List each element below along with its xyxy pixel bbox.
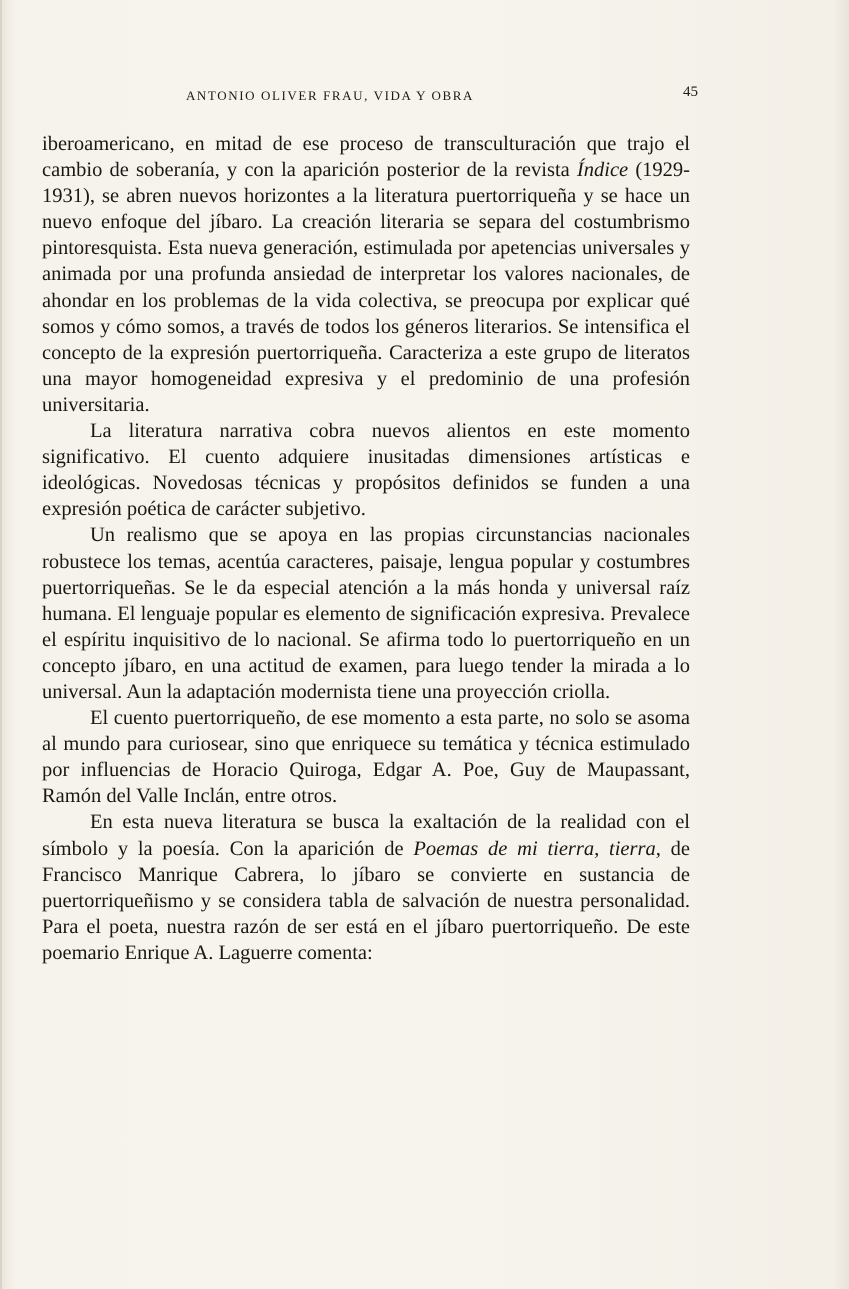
paragraph (42, 705, 690, 809)
running-title (42, 88, 690, 104)
paragraph (42, 418, 690, 522)
paragraph (42, 522, 690, 705)
italic-title: Poemas de mi tierra, tierra, (413, 837, 661, 860)
text-run: iberoamericano, en mitad de ese proceso de transculturación que trajo el cambio de soberanía, y con la aparición posterior de la revista (42, 133, 690, 182)
body-text (42, 131, 690, 966)
running-title-text: ANTONIO OLIVER FRAU, VIDA Y OBRA (185, 88, 475, 103)
text-run: (1929-1931), se abren nuevos horizontes a la literatura puertorriqueña y se hace un nuevo enfoque del jíbaro. La creación literaria se separa del costumbrismo pintoresquista. Esta nueva generación, estimulada por apetencias universales y animada por una profunda ansiedad de interpretar los valores nacionales, de ahondar en los problemas de la vida colectiva, se preocupa por explicar qué somos y cómo somos, a través de todos los géneros literarios. Se intensifica el concepto de la expresión puertorriqueña. Caracteriza a este grupo de literatos una mayor homogeneidad expresiva y el predominio de una profesión universitaria. (42, 159, 690, 416)
page-header (42, 84, 698, 108)
paragraph (42, 131, 690, 418)
text-run: de Francisco Manrique Cabrera, lo jíbaro se convierte en sustancia de puertorriqueñismo y se considera tabla de salvación de nuestra personalidad. Para el poeta, nuestra razón de ser está en el jíbaro puertorriqueño. De este poemario Enrique A. Laguerre comenta: (42, 837, 690, 964)
page-number: 45 (683, 84, 698, 100)
paragraph (42, 809, 690, 966)
italic-title: Índice (576, 159, 629, 182)
text-run: Un realismo que se apoya en las propias circunstancias nacionales robustece los temas, acentúa caracteres, paisaje, lengua popular y costumbres puertorriqueñas. Se le da especial atención a la más honda y universal raíz humana. El lenguaje popular es elemento de significación expresiva. Prevalece el espíritu inquisitivo de lo nacional. Se afirma todo lo puertorriqueño en un concepto jíbaro, en una actitud de examen, para luego tender la mirada a lo universal. Aun la adaptación modernista tiene una proyección criolla. (42, 524, 690, 703)
text-run: La literatura narrativa cobra nuevos alientos en este momento significativo. El cuento adquiere inusitadas dimensiones artísticas e ideológicas. Novedosas técnicas y propósitos definidos se funden a una expresión poética de carácter subjetivo. (42, 420, 690, 521)
text-run: El cuento puertorriqueño, de ese momento a esta parte, no solo se asoma al mundo para curiosear, sino que enriquece su temática y técnica estimulado por influencias de Horacio Quiroga, Edgar A. Poe, Guy de Maupassant, Ramón del Valle Inclán, entre otros. (42, 707, 690, 808)
text-run: En esta nueva literatura se busca la exaltación de la realidad con el símbolo y la poesía. Con la aparición de (42, 811, 690, 860)
